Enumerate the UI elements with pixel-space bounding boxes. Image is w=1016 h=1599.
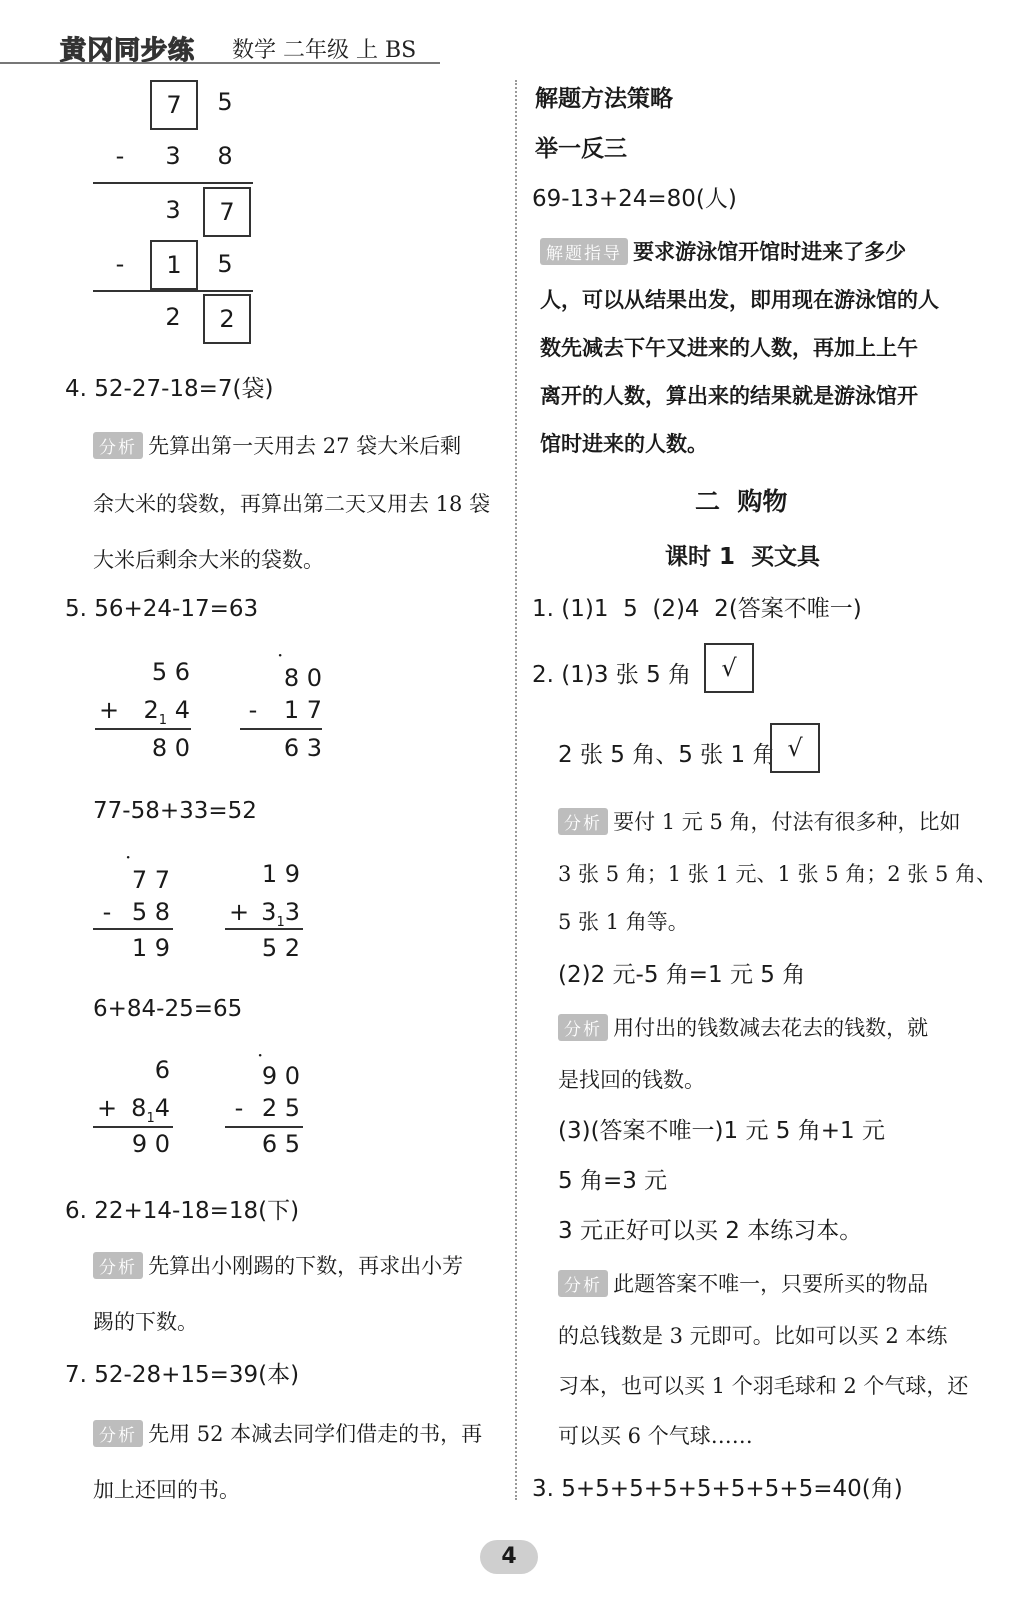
subtrahend: 1 7 <box>283 696 322 724</box>
series-logo: 黄冈同步练 <box>60 36 196 66</box>
practice-equation: 69-13+24=80(人) <box>532 186 737 212</box>
addend <box>240 898 300 930</box>
analysis-line: 可以买 6 个气球…… <box>558 1424 753 1448</box>
carry-mark: 1 <box>146 1110 155 1126</box>
analysis-line: 的总钱数是 3 元即可。比如可以买 2 本练 <box>558 1324 948 1348</box>
page-number: 4 <box>480 1540 538 1574</box>
result: 6 3 <box>283 734 322 762</box>
digit: 2 <box>165 303 181 331</box>
analysis-line: 5 张 1 角等。 <box>558 910 689 934</box>
result: 1 9 <box>131 934 170 962</box>
minus-sign: - <box>115 142 125 170</box>
analysis-line: 要付 1 元 5 角，付法有很多种，比如 <box>613 810 961 834</box>
calc-rule <box>93 290 253 292</box>
digit: 3 <box>284 898 300 926</box>
result: 9 0 <box>131 1130 170 1158</box>
digit: 5 <box>217 250 233 278</box>
analysis-line: 是找回的钱数。 <box>558 1068 705 1092</box>
q6-equation: 6. 22+14-18=18(下) <box>65 1198 300 1224</box>
digit: 8 <box>131 1094 147 1122</box>
analysis-tag: 分析 <box>558 808 608 835</box>
digit: 4 <box>154 1094 170 1122</box>
plus-sign: + <box>98 696 120 724</box>
answer-2-2: 2 张 5 角、5 张 1 角 <box>558 742 776 768</box>
analysis-tag: 分析 <box>93 1420 143 1447</box>
q5-equation-3: 6+84-25=65 <box>93 996 243 1022</box>
addend: 5 6 <box>151 658 190 686</box>
q4-analysis <box>93 430 461 460</box>
minuend: 9 0 <box>261 1062 300 1090</box>
guide-block <box>540 236 906 266</box>
minus-sign: - <box>234 1094 244 1122</box>
digit: 3 <box>165 142 181 170</box>
q7-equation: 7. 52-28+15=39(本) <box>65 1362 300 1388</box>
check-box: √ <box>770 723 820 773</box>
analysis-line: 加上还回的书。 <box>93 1478 240 1502</box>
analysis-line: 余大米的袋数，再算出第二天又用去 18 袋 <box>93 492 491 516</box>
analysis-tag: 分析 <box>558 1270 608 1297</box>
result: 6 5 <box>261 1130 300 1158</box>
guide-line: 离开的人数，算出来的结果就是游泳馆开 <box>540 383 918 408</box>
answer-3: 3. 5+5+5+5+5+5+5+5=40(角) <box>532 1476 903 1502</box>
guide-line: 数先减去下午又进来的人数，再加上上午 <box>540 335 918 360</box>
analysis-line: 踢的下数。 <box>93 1310 198 1334</box>
subtrahend: 5 8 <box>131 898 170 926</box>
carry-mark: 1 <box>276 914 285 930</box>
minus-sign: - <box>115 250 125 278</box>
calc-rule <box>225 928 303 930</box>
analysis-line: 此题答案不唯一，只要所买的物品 <box>613 1272 929 1296</box>
analysis-line: 先算出第一天用去 27 袋大米后剩 <box>148 434 462 458</box>
check-box: √ <box>704 643 754 693</box>
answer-2-4a: (3)(答案不唯一)1 元 5 角+1 元 <box>558 1118 885 1144</box>
borrow-dot: · <box>125 845 132 869</box>
q6-analysis <box>93 1250 463 1280</box>
answer-2-4b: 5 角=3 元 <box>558 1168 668 1194</box>
answer-box: 7 <box>150 80 198 130</box>
analysis-block-2 <box>558 1012 928 1042</box>
analysis-tag: 分析 <box>93 1252 143 1279</box>
analysis-block-3 <box>558 1268 928 1298</box>
answer-1: 1. (1)1 5 (2)4 2(答案不唯一) <box>532 596 862 622</box>
column-divider <box>515 80 517 1500</box>
answer-box: 7 <box>203 187 251 237</box>
digit: 3 <box>165 196 181 224</box>
unit-title: 二 购物 <box>695 487 788 516</box>
result: 5 2 <box>261 934 300 962</box>
result: 8 0 <box>151 734 190 762</box>
calc-rule <box>95 728 191 730</box>
calc-rule <box>225 1126 303 1128</box>
subtrahend: 2 5 <box>261 1094 300 1122</box>
digit: 4 <box>174 696 190 724</box>
q7-analysis <box>93 1418 482 1448</box>
section-heading-strategy: 解题方法策略 <box>535 86 673 112</box>
lesson-title: 课时 1 买文具 <box>665 544 821 570</box>
calc-rule <box>93 928 173 930</box>
borrow-dot: · <box>257 1043 264 1067</box>
digit: 8 <box>217 142 233 170</box>
q5-equation-1: 5. 56+24-17=63 <box>65 596 259 622</box>
analysis-tag: 分析 <box>558 1014 608 1041</box>
section-heading-practice: 举一反三 <box>535 136 627 162</box>
answer-box: 2 <box>203 294 251 344</box>
analysis-line: 先算出小刚踢的下数，再求出小芳 <box>148 1254 464 1278</box>
analysis-line: 3 张 5 角；1 张 1 元、1 张 5 角；2 张 5 角、 <box>558 862 997 886</box>
minus-sign: - <box>248 696 258 724</box>
digit: 3 <box>261 898 277 926</box>
addend <box>110 1094 170 1126</box>
addend: 6 <box>154 1056 170 1084</box>
analysis-line: 用付出的钱数减去花去的钱数，就 <box>613 1016 929 1040</box>
carry-mark: 1 <box>158 712 168 728</box>
calc-rule <box>240 728 322 730</box>
q4-equation: 4. 52-27-18=7(袋) <box>65 376 274 402</box>
digit: 2 <box>143 696 159 724</box>
analysis-block-1 <box>558 806 961 836</box>
analysis-tag: 分析 <box>93 432 143 459</box>
answer-2-1: 2. (1)3 张 5 角 <box>532 662 692 688</box>
minus-sign: - <box>102 898 112 926</box>
q5-equation-2: 77-58+33=52 <box>93 798 257 824</box>
answer-2-3: (2)2 元-5 角=1 元 5 角 <box>558 962 806 988</box>
plus-sign: + <box>96 1094 118 1122</box>
addend: 1 9 <box>261 860 300 888</box>
analysis-line: 大米后剩余大米的袋数。 <box>93 548 324 572</box>
addend <box>130 696 190 728</box>
guide-line: 馆时进来的人数。 <box>540 431 708 456</box>
answer-box: 1 <box>150 240 198 290</box>
guide-line: 要求游泳馆开馆时进来了多少 <box>633 239 907 264</box>
calc-rule <box>93 182 253 184</box>
calc-rule <box>93 1126 173 1128</box>
analysis-line: 习本，也可以买 1 个羽毛球和 2 个气球，还 <box>558 1374 969 1398</box>
answer-2-4c: 3 元正好可以买 2 本练习本。 <box>558 1218 863 1244</box>
minuend: 7 7 <box>131 866 170 894</box>
minuend: 8 0 <box>283 664 322 692</box>
borrow-dot: · <box>277 643 284 667</box>
book-subtitle: 数学 二年级 上 BS <box>232 38 417 63</box>
analysis-line: 先用 52 本减去同学们借走的书，再 <box>148 1422 483 1446</box>
digit: 5 <box>217 88 233 116</box>
guide-tag: 解题指导 <box>540 238 628 265</box>
header-rule <box>0 62 440 64</box>
guide-line: 人，可以从结果出发，即用现在游泳馆的人 <box>540 287 939 312</box>
plus-sign: + <box>228 898 250 926</box>
